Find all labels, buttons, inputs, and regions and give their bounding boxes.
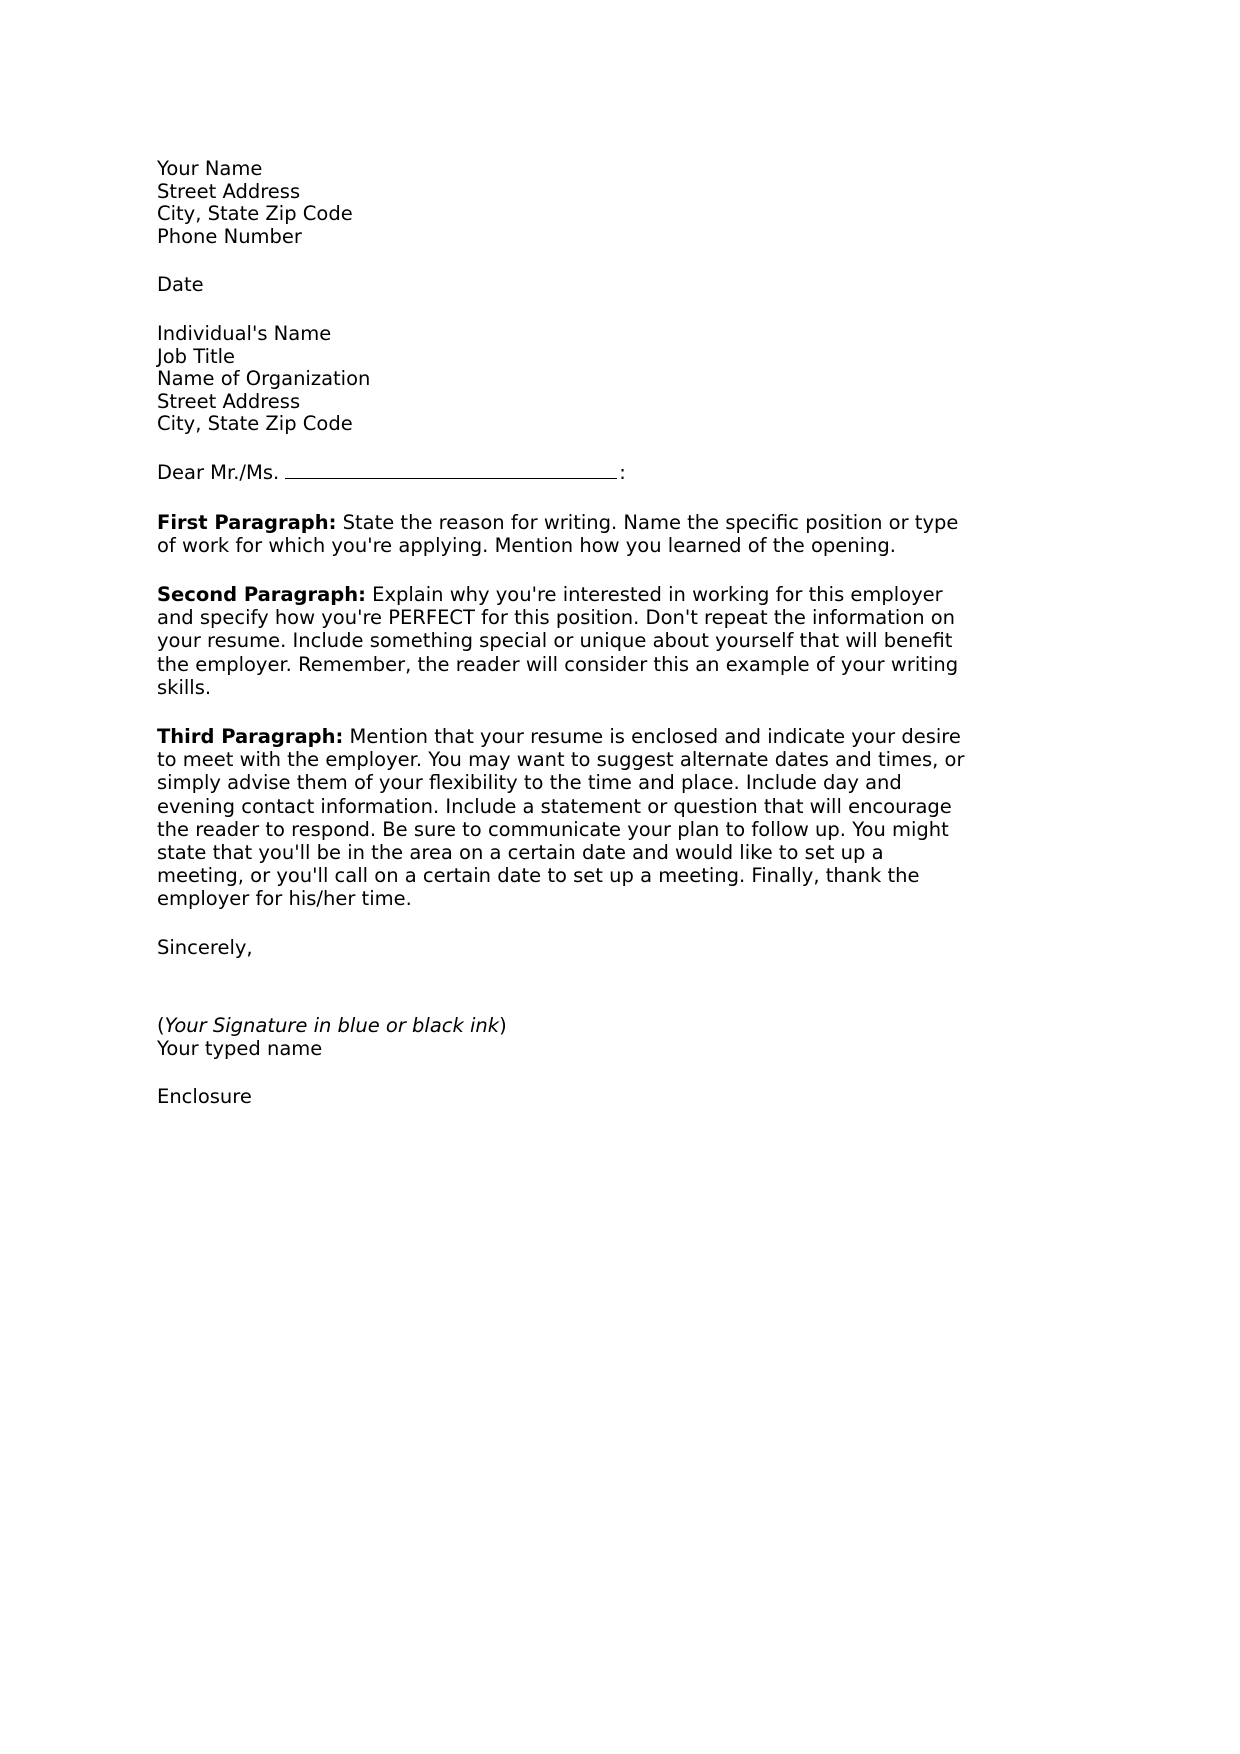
recipient-job-title: Job Title bbox=[157, 344, 236, 368]
paragraph-second-label: Second Paragraph: bbox=[157, 582, 366, 606]
paragraph-second bbox=[157, 583, 972, 699]
salutation-suffix: : bbox=[619, 460, 626, 484]
paragraph-third-label: Third Paragraph: bbox=[157, 724, 344, 748]
closing-block bbox=[157, 937, 972, 960]
paragraph-first bbox=[157, 511, 972, 557]
paragraph-third-body: Mention that your resume is enclosed and indicate your desire to meet with the employer. You may want to suggest alternate dates and times, or simply advise them of your flexibility to the time and place. Include day and evening contact information. Include a statement or question that will encourage the reader to respond. Be sure to communicate your plan to follow up. You might state that you'll be in the area on a certain date and would like to set up a meeting, or you'll call on a certain date to set up a meeting. Finally, thank the employer for his/her time. bbox=[157, 724, 965, 911]
paragraph-third bbox=[157, 725, 972, 911]
recipient-city-state-zip: City, State Zip Code bbox=[157, 412, 353, 436]
spacer-signature-space bbox=[157, 959, 972, 1015]
sender-phone-number: Phone Number bbox=[157, 224, 302, 248]
sender-address-block bbox=[157, 158, 972, 248]
date-block bbox=[157, 274, 972, 297]
sender-city-state-zip: City, State Zip Code bbox=[157, 202, 353, 226]
date-line: Date bbox=[157, 273, 204, 297]
signature-close-paren: ) bbox=[499, 1014, 507, 1038]
paragraph-first-body: State the reason for writing. Name the specific position or type of work for which you're applying. Mention how you learned of the opening. bbox=[157, 510, 959, 557]
spacer-after-salutation bbox=[157, 485, 972, 511]
signature-open-paren: ( bbox=[157, 1014, 165, 1038]
spacer-after-sender bbox=[157, 248, 972, 274]
spacer-after-typed-name bbox=[157, 1060, 972, 1086]
salutation-name-blank[interactable] bbox=[285, 465, 617, 479]
signature-instruction-text: Your Signature in blue or black ink bbox=[164, 1014, 500, 1038]
signature-placeholder-line bbox=[157, 1015, 972, 1038]
salutation-line bbox=[157, 462, 972, 485]
enclosure-line: Enclosure bbox=[157, 1085, 252, 1109]
spacer-after-paragraph-second bbox=[157, 699, 972, 725]
spacer-after-paragraph-third bbox=[157, 911, 972, 937]
paragraph-first-label: First Paragraph: bbox=[157, 510, 337, 534]
salutation-prefix: Dear Mr./Ms. bbox=[157, 460, 280, 484]
sender-street-address: Street Address bbox=[157, 179, 301, 203]
spacer-after-date bbox=[157, 297, 972, 323]
recipient-street-address: Street Address bbox=[157, 389, 301, 413]
recipient-individual-name: Individual's Name bbox=[157, 321, 332, 345]
paragraph-second-body: Explain why you're interested in working for this employer and specify how you're PERFECT for this position. Don't repeat the information on your resume. Include something special or unique about yourself that will benefit the employer. Remember, the reader will consider this an example of your writing skills. bbox=[157, 582, 959, 699]
typed-name-line: Your typed name bbox=[157, 1036, 323, 1060]
sender-name: Your Name bbox=[157, 157, 263, 180]
closing-salutation: Sincerely, bbox=[157, 935, 253, 959]
recipient-organization: Name of Organization bbox=[157, 367, 371, 391]
spacer-after-recipient bbox=[157, 436, 972, 462]
spacer-after-paragraph-first bbox=[157, 557, 972, 583]
recipient-address-block bbox=[157, 323, 972, 436]
letter-body bbox=[157, 158, 972, 1109]
